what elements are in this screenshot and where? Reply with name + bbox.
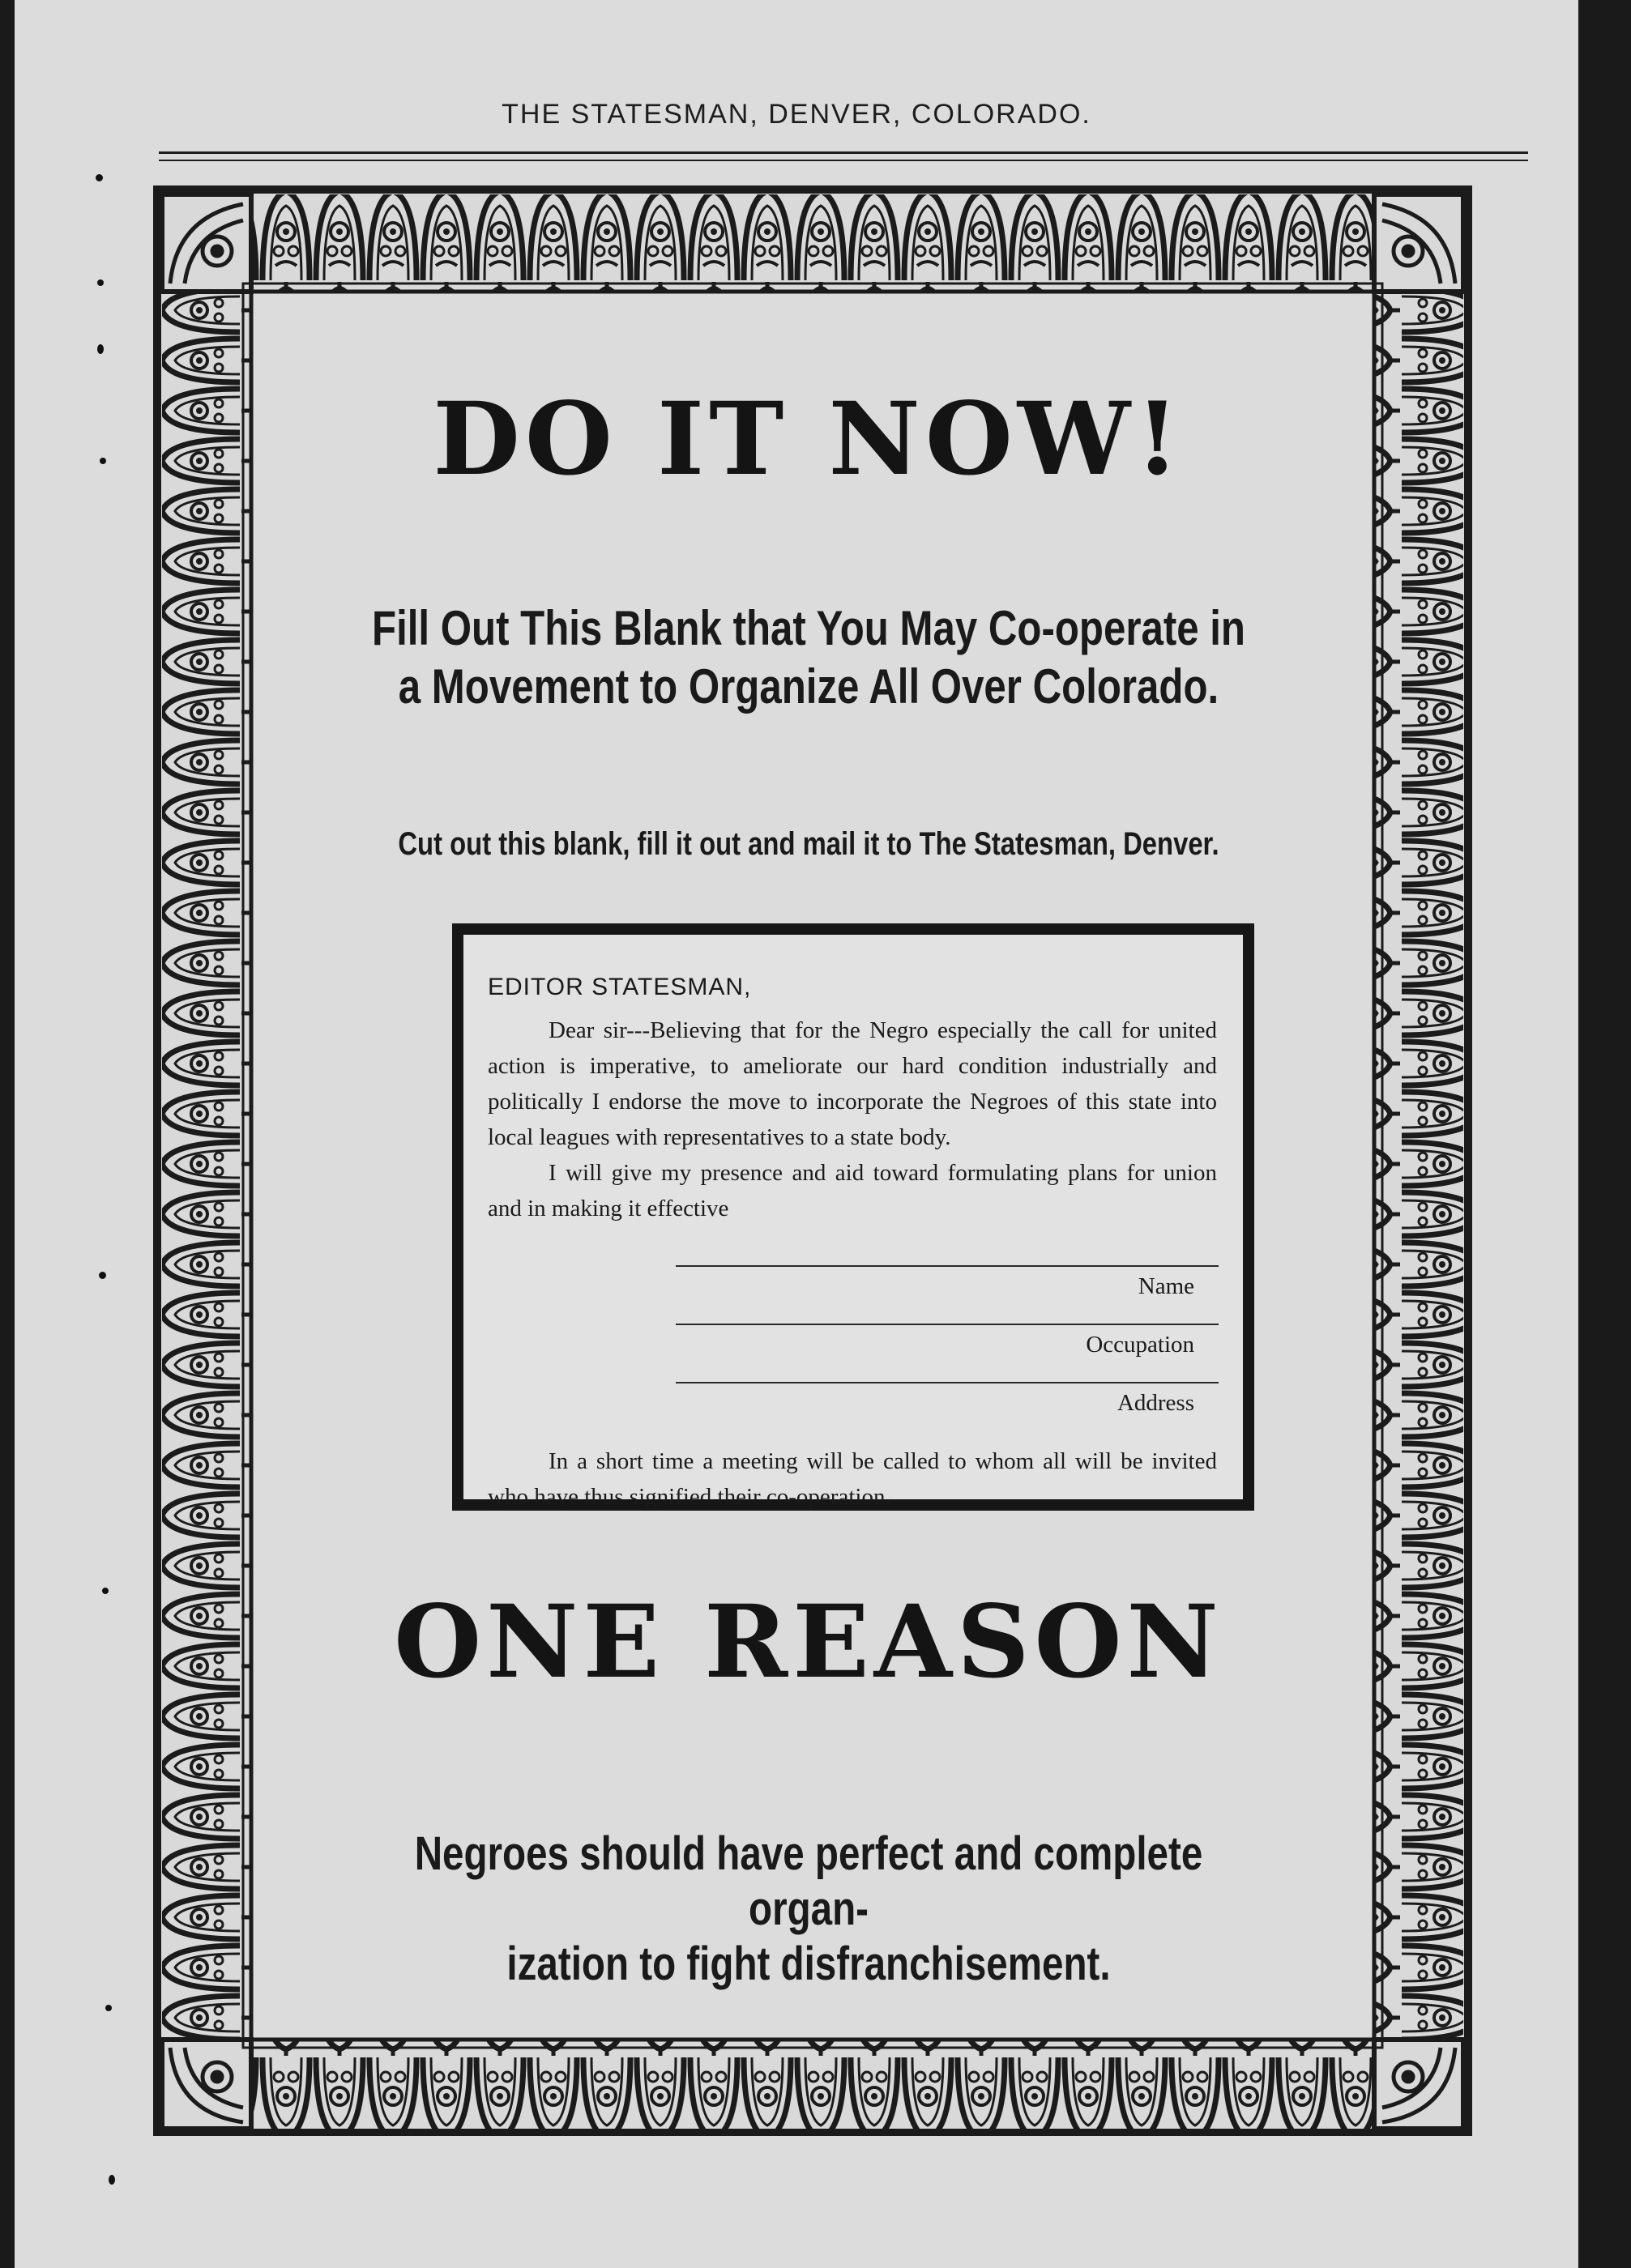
subhead bbox=[357, 599, 1260, 716]
closing-statement bbox=[357, 1827, 1260, 1992]
advertisement-content bbox=[258, 292, 1360, 2041]
mail-instruction: Cut out this blank, fill it out and mail it to The Statesman, Denver. bbox=[398, 826, 1219, 862]
occupation-field-line[interactable] bbox=[676, 1324, 1219, 1325]
address-field-line[interactable] bbox=[676, 1382, 1219, 1383]
punch-hole bbox=[99, 1272, 106, 1279]
coupon-paragraph-1: Dear sir---Believing that for the Negro especially the call for united action is imperative, to ameliorate our hard condition industrially and politically I endorse the move to incorporate the Negroes of this state into local leagues with representatives to a state body. bbox=[488, 1017, 1217, 1150]
name-field-line[interactable] bbox=[676, 1265, 1219, 1267]
punch-hole bbox=[97, 344, 104, 354]
running-head: THE STATESMAN, DENVER, COLORADO. bbox=[502, 99, 1091, 130]
subhead-line-1: Fill Out This Blank that You May Co-operate in bbox=[372, 601, 1245, 655]
closing-line-1: Negroes should have perfect and complete organ- bbox=[414, 1827, 1203, 1935]
closing-line-2: ization to fight disfranchisement. bbox=[506, 1938, 1111, 1990]
punch-hole bbox=[109, 2175, 115, 2185]
punch-hole bbox=[102, 1588, 109, 1594]
punch-hole bbox=[100, 458, 106, 464]
coupon-closing-note: In a short time a meeting will be called to whom all will be invited who have thus signified their co-operation. bbox=[488, 1448, 1217, 1510]
header-rule-thick bbox=[159, 151, 1528, 154]
header-rule-thin bbox=[159, 160, 1528, 161]
subhead-line-2: a Movement to Organize All Over Colorado. bbox=[398, 659, 1219, 714]
coupon-salutation: EDITOR STATESMAN, bbox=[488, 974, 752, 1000]
coupon-paragraph-2: I will give my presence and aid toward formulating plans for union and in making it effective bbox=[488, 1160, 1217, 1221]
punch-hole bbox=[97, 279, 104, 286]
name-field-label: Name bbox=[1138, 1273, 1194, 1299]
punch-hole bbox=[96, 174, 103, 181]
headline-one-reason: ONE REASON bbox=[394, 1584, 1223, 1701]
coupon-form bbox=[452, 923, 1254, 1511]
newspaper-page bbox=[15, 0, 1578, 2268]
occupation-field-label: Occupation bbox=[1086, 1332, 1194, 1358]
address-field-label: Address bbox=[1117, 1390, 1194, 1416]
headline-do-it-now: DO IT NOW! bbox=[433, 381, 1185, 498]
punch-hole bbox=[105, 2005, 112, 2011]
